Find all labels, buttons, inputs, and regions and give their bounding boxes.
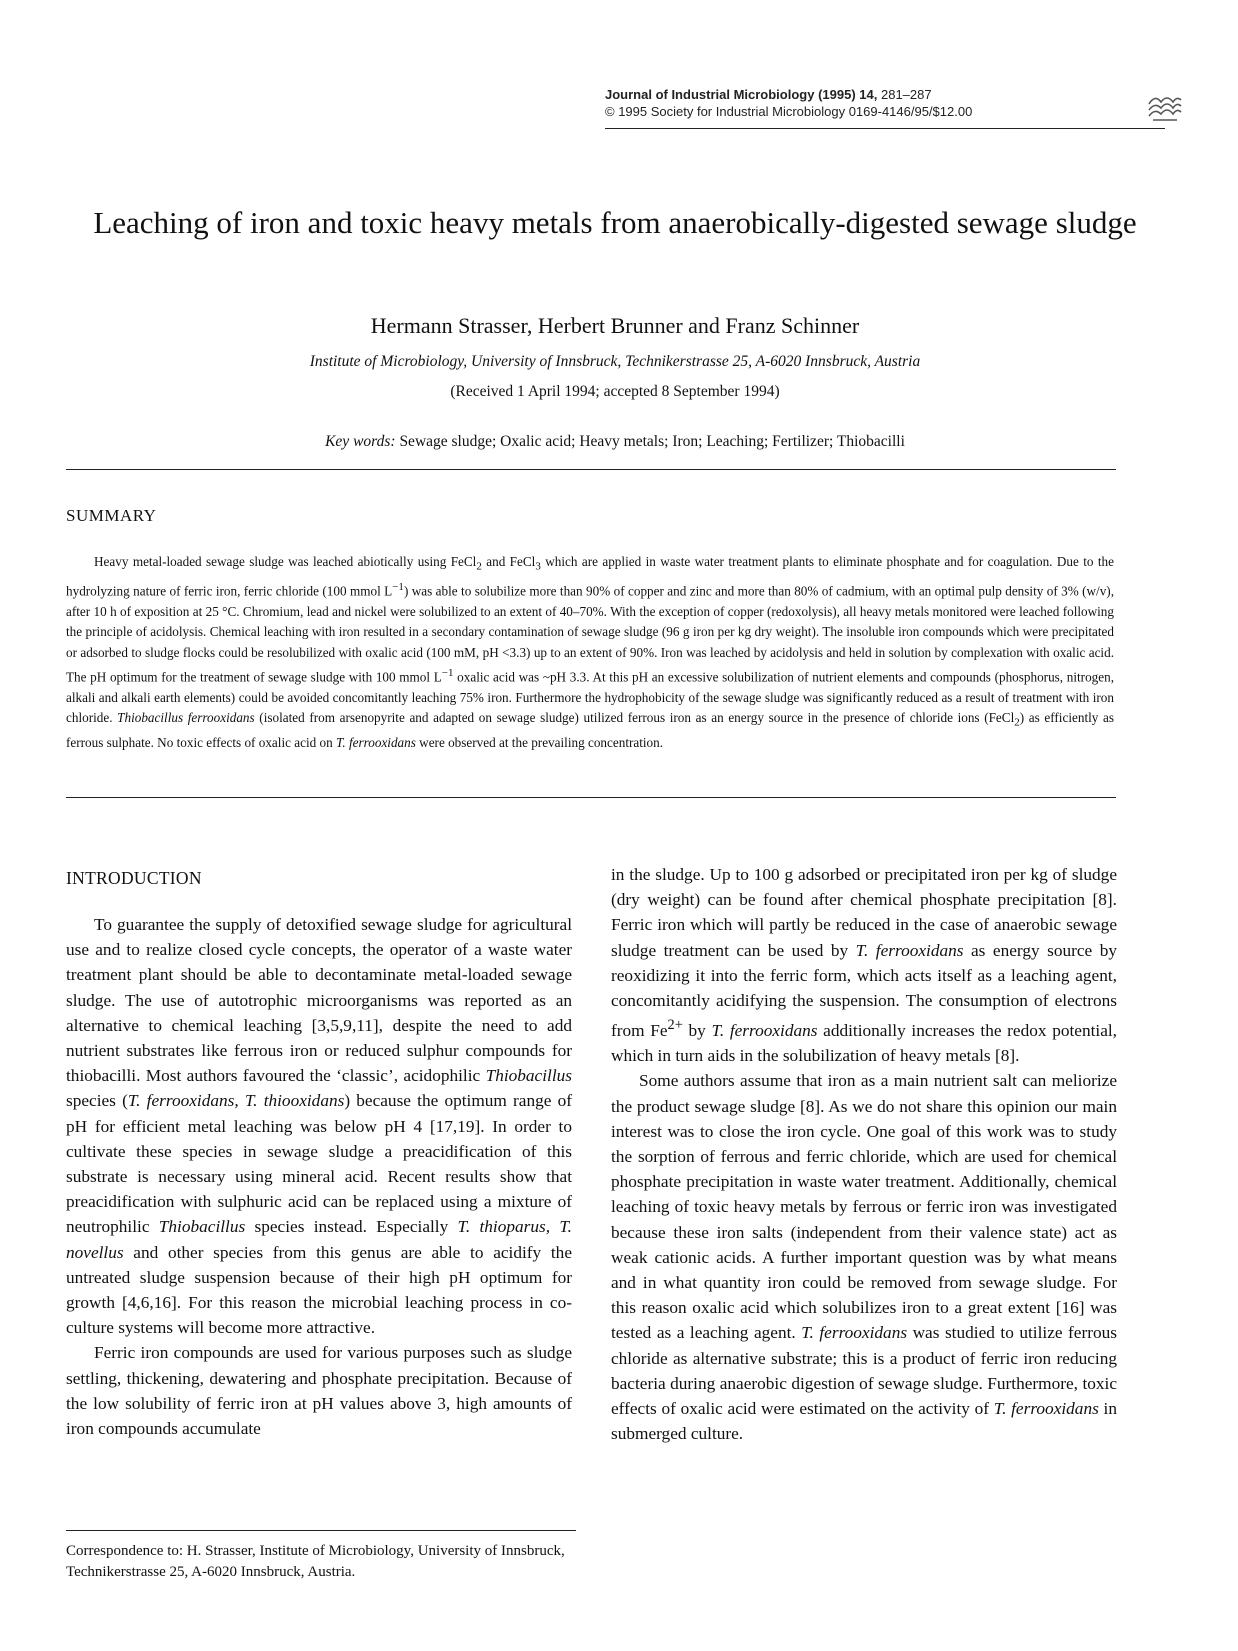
introduction-heading: INTRODUCTION	[66, 868, 202, 888]
journal-header	[605, 86, 1165, 120]
divider-top	[66, 469, 1116, 470]
journal-pages: 281–287	[880, 87, 932, 102]
paper-authors: Hermann Strasser, Herbert Brunner and Franz Schinner	[370, 313, 860, 338]
author-affiliation: Institute of Microbiology, University of Innsbruck, Technikerstrasse 25, A-6020 Innsbruck, Austria	[309, 353, 921, 370]
journal-name: Journal of Industrial Microbiology (1995)	[605, 87, 856, 102]
summary-heading: SUMMARY	[66, 506, 157, 525]
paper-title: Leaching of iron and toxic heavy metals from anaerobically-digested sewage sludge	[93, 205, 1137, 240]
divider-bottom	[66, 797, 1116, 798]
intro-paragraph-2-continued: in the sludge. Up to 100 g adsorbed or precipitated iron per kg of sludge (dry weight) can be found after chemical phosphate precipitation [8]. Ferric iron which will partly be reduced in the case of anaerobic sewage sludge treatment can be used by T. ferrooxidans as energy source by reoxidizing it into the ferric form, which acts itself as a leaching agent, concomitantly acidifying the suspension. The consumption of electrons from $Fe^{2+}$ by T. ferrooxidans additionally increases the redox potential, which in turn aids in the solubilization of heavy metals [8].	[611, 865, 1118, 1066]
journal-citation	[605, 86, 1165, 103]
journal-volume: 14,	[859, 87, 878, 102]
intro-paragraph-3: Some authors assume that iron as a main nutrient salt can meliorize the product sewage sludge [8]. As we do not share this opinion our main interest was to close the iron cycle. One goal of this work was to study the sorption of ferrous and ferric chloride, which are used for chemical phosphate precipitation in waste water treatment. Additionally, chemical leaching of toxic heavy metals by ferrous or ferric iron was investigated because these iron salts (independent from their valence state) act as weak cationic acids. A further important question was by what means and in what quantity iron could be removed from sewage sludge. For this reason oxalic acid which solubilizes iron to a great extent [16] was tested as a leaching agent. T. ferrooxidans was studied to utilize ferrous chloride as alternative substrate; this is a product of ferric iron reducing bacteria during anaerobic digestion of sewage sludge. Furthermore, toxic effects of oxalic acid were estimated on the activity of T. ferrooxidans in submerged culture.	[611, 1071, 1117, 1444]
footnote-divider	[66, 1530, 576, 1531]
correspondence-footnote: Correspondence to: H. Strasser, Institute of Microbiology, University of Innsbruck, Technikerstrasse 25, A-6020 Innsbruck, Austria.	[66, 1543, 565, 1580]
received-dates: (Received 1 April 1994; accepted 8 September 1994)	[450, 383, 780, 400]
intro-paragraph-2: Ferric iron compounds are used for various purposes such as sludge settling, thickening, dewatering and phosphate precipitation. Because of the low solubility of ferric iron at pH values above 3, high amounts of iron compounds accumulate	[66, 1343, 572, 1439]
intro-paragraph-1: To guarantee the supply of detoxified sewage sludge for agricultural use and to realize closed cycle concepts, the operator of a waste water treatment plant should be able to decontaminate metal-loaded sewage sludge. The use of autotrophic microorganisms was reported as an alternative to chemical leaching [3,5,9,11], despite the need to add nutrient substrates like ferrous iron or reduced sulphur compounds for thiobacilli. Most authors favoured the ‘classic’, acidophilic Thiobacillus species (T. ferrooxidans, T. thiooxidans) because the optimum range of pH for efficient metal leaching was below pH 4 [17,19]. In order to cultivate these species in sewage sludge a preacidification of this substrate is necessary using mineral acid. Recent results show that preacidification with sulphuric acid can be replaced using a mixture of neutrophilic Thiobacillus species instead. Especially T. thioparus, T. novellus and other species from this genus are able to acidify the untreated sludge suspension because of their high pH optimum for growth [4,6,16]. For this reason the microbial leaching process in co-culture systems will become more attractive.	[66, 915, 573, 1338]
keywords	[60, 432, 1170, 452]
keywords-label: Key words:	[325, 433, 396, 450]
publisher-logo-icon	[1145, 90, 1185, 124]
header-divider	[605, 128, 1165, 129]
left-column	[66, 912, 572, 1441]
journal-copyright: © 1995 Society for Industrial Microbiology 0169-4146/95/$12.00	[605, 104, 973, 119]
keywords-text: Sewage sludge; Oxalic acid; Heavy metals; Iron; Leaching; Fertilizer; Thiobacilli	[399, 433, 905, 450]
right-column	[611, 862, 1117, 1446]
summary-text: Heavy metal-loaded sewage sludge was leached abiotically using FeCl$_2$ and FeCl$_3$ which are applied in waste water treatment plants to eliminate phosphate and for coagulation. Due to the hydrolyzing nature of ferric iron, ferric chloride (100 mmol $L^{-1}$) was able to solubilize more than 90% of copper and zinc and more than 80% of cadmium, with an optimal pulp density of 3% (w/v), after 10 h of exposition at 25 °C. Chromium, lead and nickel were solubilized to an extent of 40–70%. With the exception of copper (redoxolysis), all heavy metals monitored were leached following the principle of acidolysis. Chemical leaching with iron resulted in a secondary contamination of sewage sludge (96 g iron per kg dry weight). The insoluble iron compounds which were precipitated or adsorbed to sludge flocks could be resolubilized with oxalic acid (100 mM, pH <3.3) up to an extent of 90%. Iron was leached by acidolysis and held in solution by complexation with oxalic acid. The pH optimum for the treatment of sewage sludge with 100 mmol $L^{-1}$ oxalic acid was ~pH 3.3. At this pH an excessive solubilization of nutrient elements and compounds (phosphorus, nitrogen, alkali and alkali earth elements) could be avoided concomitantly leaching 75% iron. Furthermore the hydrophobicity of the sewage sludge was significantly reduced as a result of treatment with iron chloride. Thiobacillus ferrooxidans (isolated from arsenopyrite and adapted on sewage sludge) utilized ferrous iron as an energy source in the presence of chloride ions (FeCl$_2$) as efficiently as ferrous sulphate. No toxic effects of oxalic acid on T. ferrooxidans were observed at the prevailing concentration.	[66, 554, 1114, 751]
